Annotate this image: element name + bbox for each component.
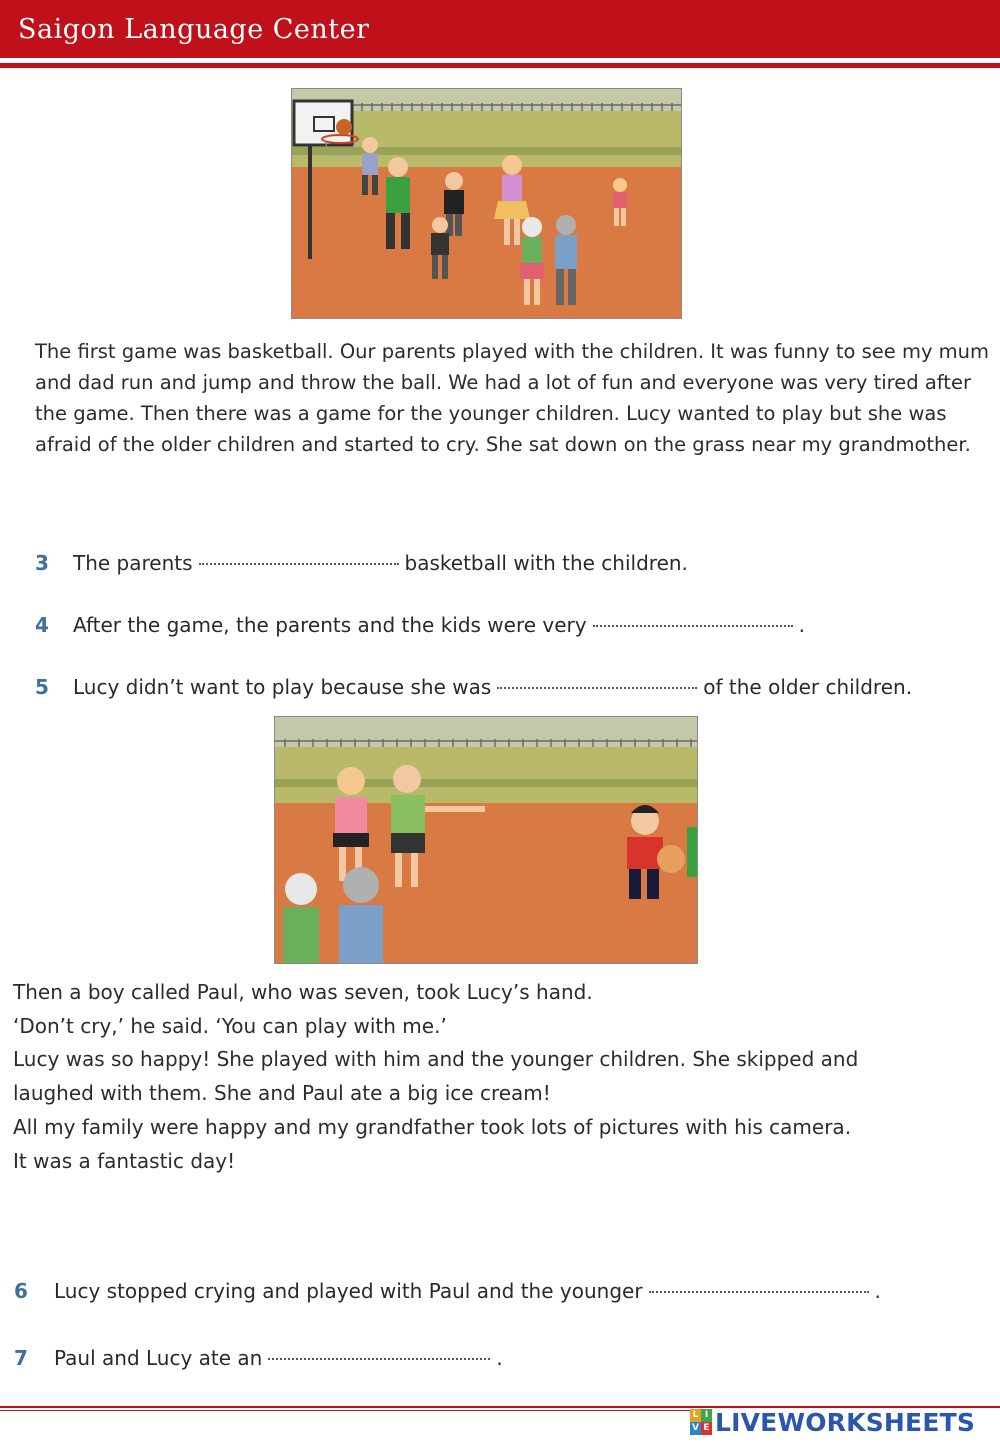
family-illustration (274, 716, 698, 964)
question-number: 6 (14, 1279, 28, 1303)
question-4 (35, 613, 805, 637)
answer-blank-4[interactable] (593, 613, 793, 627)
question-text: Lucy didn’t want to play because she was (73, 675, 492, 699)
liveworksheets-mark-icon (690, 1409, 712, 1435)
question-7 (14, 1346, 503, 1370)
passage-line: Then a boy called Paul, who was seven, took Lucy’s hand. (13, 980, 593, 1004)
answer-input-5[interactable] (497, 683, 697, 695)
question-number: 3 (35, 551, 49, 575)
answer-blank-7[interactable] (268, 1346, 490, 1360)
question-text-end: . (798, 613, 805, 637)
passage-line: It was a fantastic day! (13, 1148, 236, 1173)
brand-mark-letter: L (690, 1409, 701, 1422)
liveworksheets-logo[interactable] (690, 1407, 975, 1437)
question-6 (14, 1279, 881, 1303)
answer-input-6[interactable] (649, 1287, 869, 1299)
question-number: 7 (14, 1346, 28, 1370)
passage-line: ‘Don’t cry,’ he said. ‘You can play with me.’ (13, 1013, 447, 1038)
passage-line: laughed with them. She and Paul ate a big ice cream! (13, 1081, 551, 1106)
question-3 (35, 551, 688, 575)
answer-input-3[interactable] (199, 559, 399, 571)
brand-name: LIVEWORKSHEETS (715, 1407, 976, 1437)
answer-blank-5[interactable] (497, 675, 697, 689)
question-5 (35, 675, 912, 699)
header-bar (0, 0, 1000, 58)
reading-passage-2 (13, 976, 993, 1178)
question-text-end: . (496, 1346, 503, 1370)
answer-blank-6[interactable] (649, 1279, 869, 1293)
answer-input-4[interactable] (593, 621, 793, 633)
answer-input-7[interactable] (268, 1354, 490, 1366)
answer-blank-3[interactable] (199, 551, 399, 565)
question-text-end: basketball with the children. (404, 551, 688, 575)
question-text: Lucy stopped crying and played with Paul and the younger (54, 1279, 643, 1303)
passage-line: All my family were happy and my grandfather took lots of pictures with his camera. (13, 1114, 852, 1139)
footer-divider-thin (0, 1410, 690, 1411)
page-title: Saigon Language Center (18, 14, 370, 45)
question-text-end: of the older children. (703, 675, 913, 699)
question-text: Paul and Lucy ate an (54, 1346, 263, 1370)
passage-line: Lucy was so happy! She played with him and the younger children. She skipped and (13, 1047, 859, 1072)
brand-mark-letter: I (701, 1409, 712, 1422)
reading-passage-1: The first game was basketball. Our parents played with the children. It was funny to see my mum and dad run and jump and throw the ball. We had a lot of fun and everyone was very tired after the game. Then there was a game for the younger children. Lucy wanted to play but she was afraid of the older children and started to cry. She sat down on the grass near my grandmother. (35, 340, 990, 456)
question-text: The parents (73, 551, 193, 575)
question-text: After the game, the parents and the kids were very (73, 613, 587, 637)
question-number: 4 (35, 613, 49, 637)
header-divider (0, 63, 1000, 68)
question-text-end: . (874, 1279, 881, 1303)
brand-mark-letter: V (690, 1422, 701, 1435)
brand-mark-letter: E (701, 1422, 712, 1435)
basketball-illustration (291, 88, 682, 319)
question-number: 5 (35, 675, 49, 699)
